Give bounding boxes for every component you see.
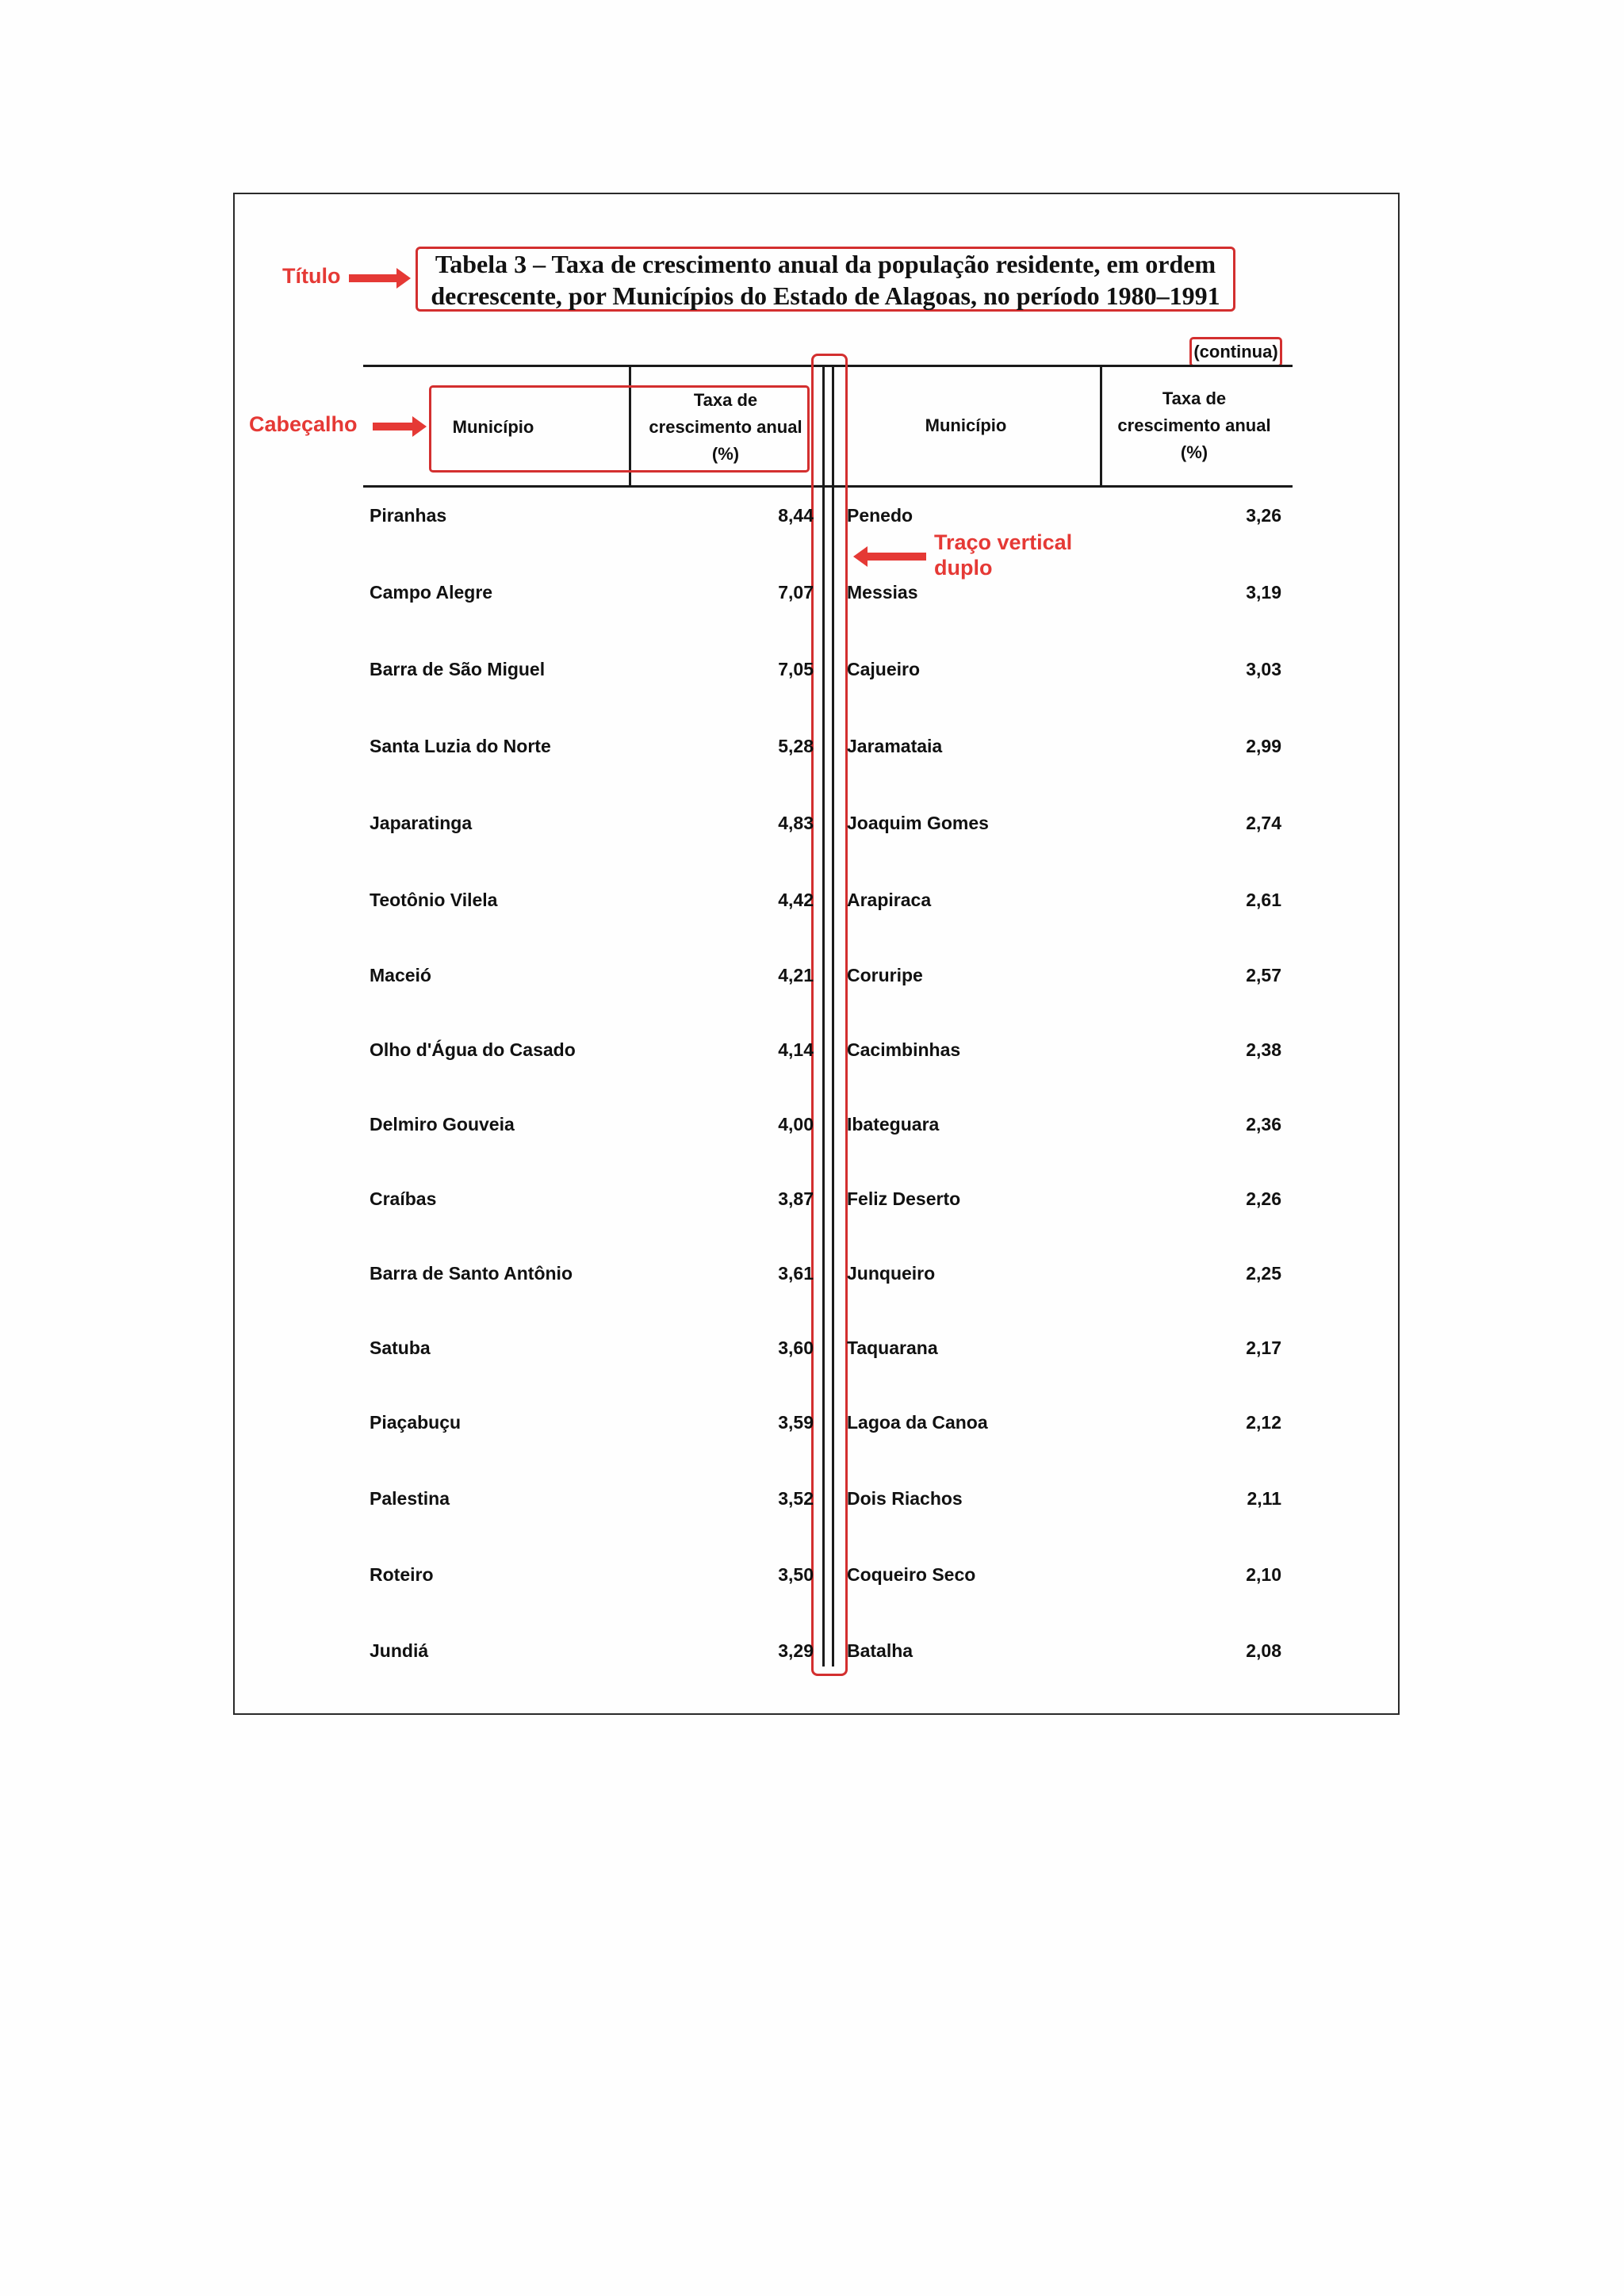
row-right-municipio: Cacimbinhas	[847, 1039, 961, 1060]
table-title-line2: decrescente, por Municípios do Estado de Alagoas, no período 1980–1991	[431, 281, 1220, 310]
row-left-taxa: 5,28	[778, 736, 814, 756]
header-taxa-right-line3: (%)	[1180, 442, 1208, 462]
row-left-municipio: Palestina	[370, 1488, 450, 1509]
table-row	[0, 1635, 1624, 1667]
row-right-taxa: 2,74	[1246, 813, 1281, 833]
row-left-municipio: Piranhas	[370, 505, 447, 526]
row-right-taxa: 2,38	[1246, 1039, 1281, 1060]
table-title	[420, 248, 1231, 312]
table-row	[0, 884, 1624, 916]
table-row	[0, 1483, 1624, 1514]
table-row	[0, 959, 1624, 991]
table-row	[0, 1034, 1624, 1066]
row-left-taxa: 3,29	[778, 1640, 814, 1661]
row-right-municipio: Batalha	[847, 1640, 914, 1661]
row-left-municipio: Craíbas	[370, 1188, 437, 1209]
row-left-taxa: 3,61	[778, 1263, 814, 1284]
row-right-municipio: Coqueiro Seco	[847, 1564, 976, 1585]
table-row	[0, 1406, 1624, 1438]
annotation-traco-line1: Traço vertical	[934, 530, 1073, 554]
row-left-taxa: 3,50	[778, 1564, 814, 1585]
annotation-traco-label	[934, 530, 1072, 580]
header-taxa-left-line1: Taxa de	[693, 390, 758, 410]
row-left-municipio: Delmiro Gouveia	[370, 1114, 515, 1135]
header-taxa-right	[1102, 385, 1286, 466]
row-right-municipio: Dois Riachos	[847, 1488, 963, 1509]
table-row	[0, 653, 1624, 685]
table-title-line1: Tabela 3 – Taxa de crescimento anual da população residente, em ordem	[435, 250, 1216, 278]
row-right-municipio: Joaquim Gomes	[847, 813, 989, 833]
row-right-taxa: 2,26	[1246, 1188, 1281, 1209]
double-line-highlight-box	[811, 354, 848, 1676]
header-taxa-left-line2: crescimento anual	[649, 417, 802, 437]
header-municipio-right: Município	[925, 415, 1007, 435]
annotation-cabecalho-label: Cabeçalho	[249, 412, 358, 436]
row-left-taxa: 4,00	[778, 1114, 814, 1135]
row-right-taxa: 2,17	[1246, 1337, 1281, 1358]
table-row	[0, 499, 1624, 531]
continua-label: (continua)	[1189, 337, 1282, 367]
annotation-titulo-arrow-icon	[349, 274, 398, 282]
table-row	[0, 1559, 1624, 1590]
row-left-municipio: Barra de Santo Antônio	[370, 1263, 573, 1284]
row-right-municipio: Feliz Deserto	[847, 1188, 961, 1209]
row-right-taxa: 3,19	[1246, 582, 1281, 603]
row-left-municipio: Satuba	[370, 1337, 431, 1358]
row-right-taxa: 2,08	[1246, 1640, 1281, 1661]
table-row	[0, 1257, 1624, 1289]
annotation-titulo-label: Título	[282, 264, 341, 288]
row-left-municipio: Jundiá	[370, 1640, 429, 1661]
row-left-taxa: 4,14	[778, 1039, 814, 1060]
row-left-taxa: 7,05	[778, 659, 814, 679]
row-left-taxa: 4,21	[778, 965, 814, 985]
row-right-municipio: Arapiraca	[847, 890, 932, 910]
row-right-municipio: Ibateguara	[847, 1114, 940, 1135]
row-left-municipio: Barra de São Miguel	[370, 659, 546, 679]
row-right-taxa: 3,03	[1246, 659, 1281, 679]
row-right-taxa: 2,57	[1246, 965, 1281, 985]
row-left-taxa: 4,42	[778, 890, 814, 910]
table-row	[0, 1108, 1624, 1140]
annotation-traco-line2: duplo	[934, 556, 993, 580]
table-row	[0, 1183, 1624, 1215]
header-taxa-right-line1: Taxa de	[1162, 388, 1227, 408]
row-right-taxa: 2,99	[1246, 736, 1281, 756]
row-left-taxa: 4,83	[778, 813, 814, 833]
row-right-municipio: Coruripe	[847, 965, 923, 985]
row-left-municipio: Olho d'Água do Casado	[370, 1039, 576, 1060]
row-left-taxa: 7,07	[778, 582, 814, 603]
row-left-municipio: Maceió	[370, 965, 431, 985]
row-left-taxa: 3,60	[778, 1337, 814, 1358]
row-left-taxa: 3,52	[778, 1488, 814, 1509]
table-row	[0, 1332, 1624, 1364]
row-left-municipio: Campo Alegre	[370, 582, 493, 603]
row-right-municipio: Messias	[847, 582, 918, 603]
row-left-taxa: 3,87	[778, 1188, 814, 1209]
header-taxa-left-line3: (%)	[711, 444, 740, 464]
row-right-taxa: 2,11	[1247, 1488, 1281, 1509]
row-right-taxa: 2,12	[1246, 1412, 1281, 1433]
row-left-municipio: Santa Luzia do Norte	[370, 736, 551, 756]
header-taxa-left	[634, 387, 817, 468]
row-right-municipio: Cajueiro	[847, 659, 921, 679]
header-taxa-right-line2: crescimento anual	[1117, 415, 1271, 435]
row-right-municipio: Junqueiro	[847, 1263, 936, 1284]
header-municipio-left: Município	[452, 417, 534, 437]
table-row	[0, 807, 1624, 839]
table-row	[0, 576, 1624, 608]
annotation-cabecalho-arrow-icon	[373, 423, 414, 430]
row-right-taxa: 2,10	[1246, 1564, 1281, 1585]
row-left-taxa: 3,59	[778, 1412, 814, 1433]
row-right-taxa: 3,26	[1246, 505, 1281, 526]
row-left-municipio: Piaçabuçu	[370, 1412, 462, 1433]
row-left-municipio: Roteiro	[370, 1564, 434, 1585]
table-row	[0, 730, 1624, 762]
row-right-municipio: Lagoa da Canoa	[847, 1412, 988, 1433]
row-right-municipio: Penedo	[847, 505, 914, 526]
row-right-taxa: 2,36	[1246, 1114, 1281, 1135]
row-right-municipio: Taquarana	[847, 1337, 938, 1358]
row-right-municipio: Jaramataia	[847, 736, 943, 756]
row-right-taxa: 2,25	[1246, 1263, 1281, 1284]
row-left-municipio: Japaratinga	[370, 813, 473, 833]
row-right-taxa: 2,61	[1246, 890, 1281, 910]
row-left-municipio: Teotônio Vilela	[370, 890, 498, 910]
row-left-taxa: 8,44	[778, 505, 814, 526]
annotation-traco-arrow-icon	[866, 553, 926, 561]
